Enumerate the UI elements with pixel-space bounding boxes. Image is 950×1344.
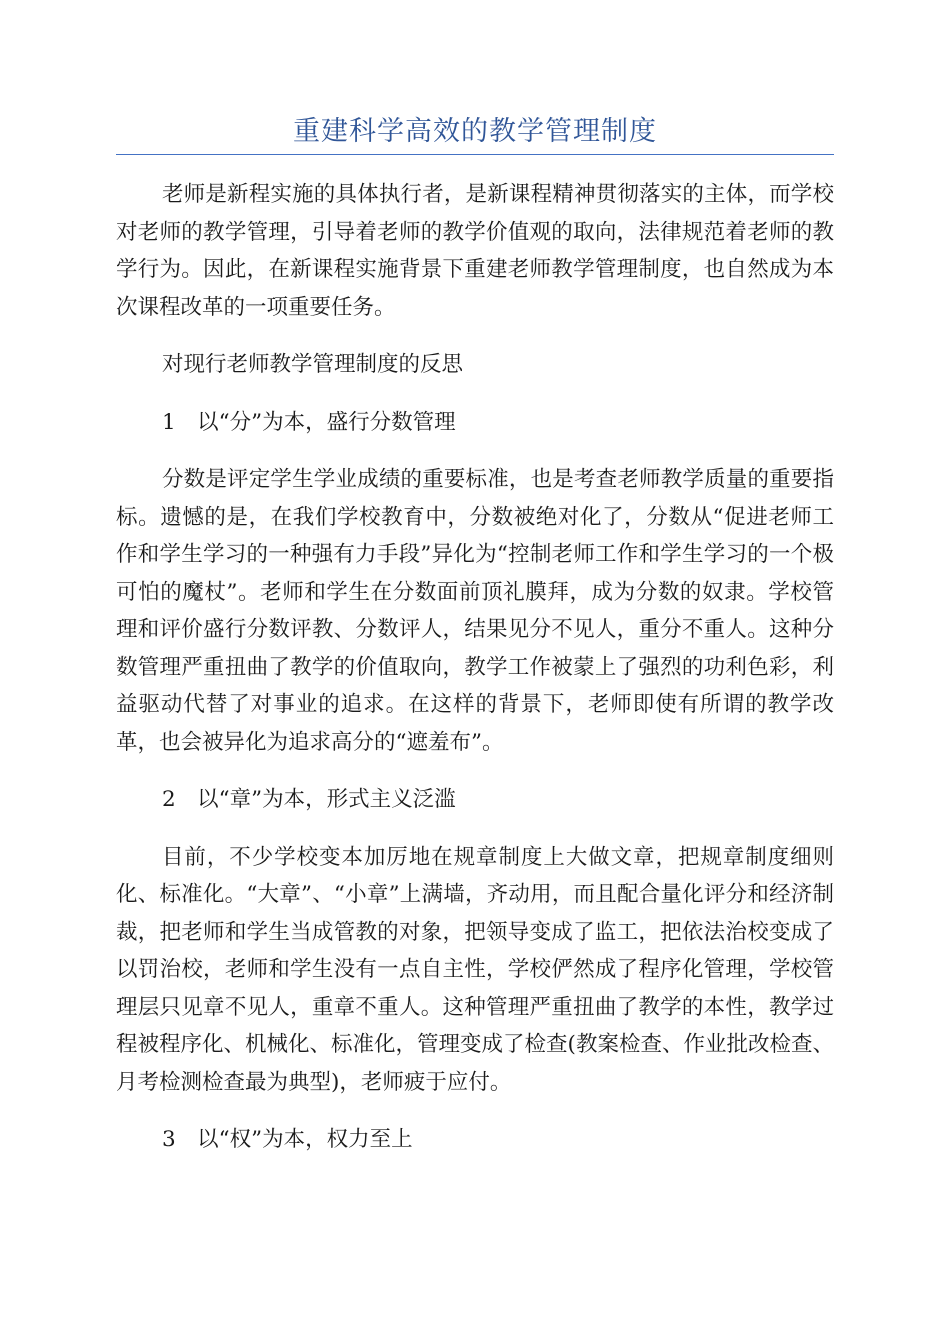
intro-paragraph: 老师是新程实施的具体执行者，是新课程精神贯彻落实的主体，而学校对老师的教学管理，引导着老师的教学价值观的取向，法律规范着老师的教学行为。因此，在新课程实施背景下重建老师教学管理制度，也自然成为本次课程改革的一项重要任务。: [116, 182, 834, 320]
document-title: 重建科学高效的教学管理制度: [293, 116, 657, 147]
section-heading: 对现行老师教学管理制度的反思: [162, 352, 464, 377]
point-3-heading: 3 以“权”为本，权力至上: [162, 1127, 413, 1152]
point-1-paragraph: 分数是评定学生学业成绩的重要标准，也是考查老师教学质量的重要指标。遗憾的是，在我们学校教育中，分数被绝对化了，分数从“促进老师工作和学生学习的一种强有力手段”异化为“控制老师工作和学生学习的一个极可怕的魔杖”。老师和学生在分数面前顶礼膜拜，成为分数的奴隶。学校管理和评价盛行分数评教、分数评人，结果见分不见人，重分不重人。这种分数管理严重扭曲了教学的价值取向，教学工作被蒙上了强烈的功利色彩，利益驱动代替了对事业的追求。在这样的背景下，老师即使有所谓的教学改革，也会被异化为追求高分的“遮羞布”。: [116, 467, 834, 755]
document-body: [116, 176, 834, 1179]
point-2-paragraph: 目前，不少学校变本加厉地在规章制度上大做文章，把规章制度细则化、标准化。“大章”、“小章”上满墙，齐动用，而且配合量化评分和经济制裁，把老师和学生当成管教的对象，把领导变成了监工，把依法治校变成了以罚治校，老师和学生没有一点自主性，学校俨然成了程序化管理，学校管理层只见章不见人，重章不重人。这种管理严重扭曲了教学的本性，教学过程被程序化、机械化、标准化，管理变成了检查(教案检查、作业批改检查、月考检测检查最为典型)，老师疲于应付。: [116, 844, 834, 1095]
title-underline: [116, 154, 834, 155]
point-1-heading: 1 以“分”为本，盛行分数管理: [162, 409, 456, 435]
point-2-heading: 2 以“章”为本，形式主义泛滥: [162, 787, 456, 812]
